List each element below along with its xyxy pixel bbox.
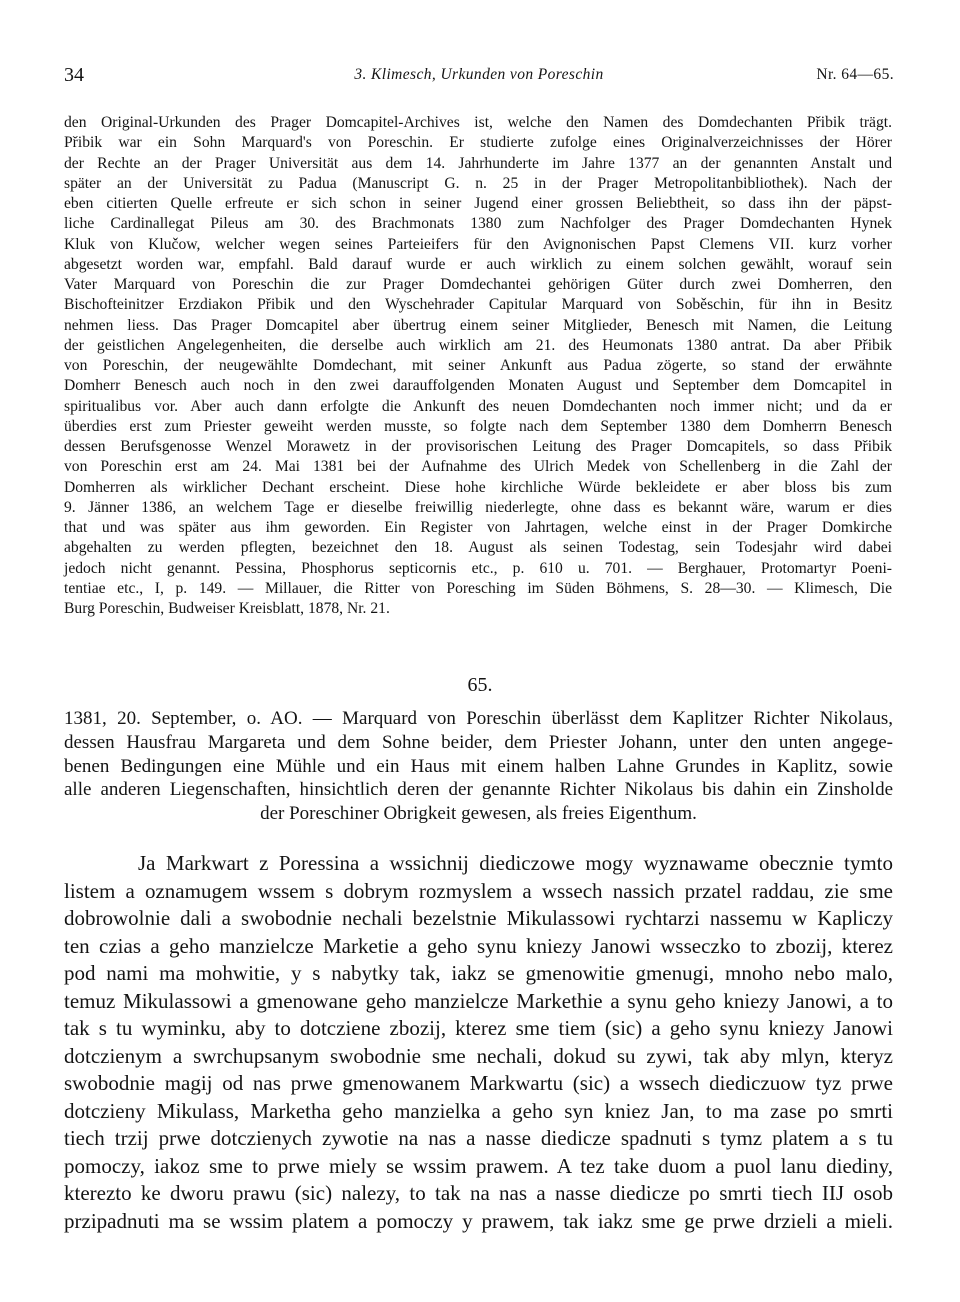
footnote-line: Vater Marquard von Poreschin die zur Prager Domdechantei gehörigen Güter durch zwei Domherren, den: [64, 276, 892, 293]
regest-line: benen Bedingungen eine Mühle und ein Haus mit einem halben Lahne Grundes in Kaplitz, sowie: [64, 755, 893, 777]
footnote-line: der Rechte an der Prager Universität aus dem 14. Jahrhunderte im Jahre 1377 an der genannten Anstalt und: [64, 154, 892, 172]
running-title: 3. Klimesch, Urkunden von Poreschin: [354, 66, 604, 83]
footnote-line: Kluk von Klučow, welcher wegen seines Parteieifers für den Avignonischen Papst Clemens VII. kurz vorher: [64, 235, 892, 253]
regest-line: dessen Hausfrau Margareta und dem Sohne beider, dem Priester Johann, unter den unten angege-: [64, 731, 893, 753]
charter-line: kterezto ke dworu prawu (sic) nalezy, to tak na nas a nasse diedicze po smrti tiech IIJ osob: [64, 1181, 893, 1205]
footnote-line: der geistlichen Angelegenheiten, die derselbe auch wirklich am 21. des Heumonats 1380 antrat. Da aber Přibik: [64, 336, 892, 354]
footnote-line: Přibik war ein Sohn Marquard's von Poreschin. Er studierte zufolge eines Originalverzeichnisses der Hörer: [64, 134, 892, 152]
regest-summary: [64, 707, 893, 826]
charter-text: [64, 850, 893, 1235]
charter-line: listem a oznamugem wssem s dobrym rozmyslem a wssech nassich przatel raddau, zie sme: [64, 878, 893, 903]
footnote-line: abgesetzt worden war, empfahl. Bald darauf wurde er auch wirklich zu einem solchen gewählt, worauf sein: [64, 255, 892, 273]
footnote-line: spiritualibus vor. Aber auch dann erfolgte die Ankunft des neuen Domdechanten noch immer nicht; und da er: [64, 397, 892, 415]
footnote-line: jedoch nicht genannt. Pessina, Phosphorus septicornis etc., p. 610 u. 701. — Berghauer, Protomartyr Poeni-: [64, 559, 892, 577]
footnote-line: nehmen liess. Das Prager Domcapitel aber übertrug einem seiner Mitglieder, Benesch mit Namen, die Leitung: [64, 316, 892, 334]
charter-line: swobodnie magij od nas prwe gmenowanem Markwartu (sic) a wssech diediczuow tyz prwe: [64, 1071, 893, 1095]
footnote-line: Bischofteinitzer Erzdiakon Přibik und den Wyschehrader Capitular Marquard von Soběschin, für ihn in Besitz: [64, 296, 892, 314]
charter-line: pod nami ma mohwitie, y s nabytky tak, iakz se gmenowitie gmenugi, mnoho nebo malo,: [64, 961, 893, 985]
charter-line: ten czias a geho manzielcze Marketie a geho synu kniezy Janowi wsseczko to zbozij, kterez: [64, 933, 893, 958]
footnote-line: that und was später aus ihm geworden. Ein Register von Jahrtagen, welche einst in der Prager Domkirche: [64, 519, 892, 536]
charter-line: dotczieny Mikulass, Marketha geho manzielka a geho syn kniez Jan, to ma zase po smrti: [64, 1098, 893, 1123]
footnote-line: eben citierten Quelle erfreute er sich schon in seiner Jugend einer grossen Beliebtheit, so dass ihn der päpst-: [64, 195, 892, 212]
page-header: [64, 64, 894, 86]
footnote-block: [64, 113, 892, 619]
page-number: 34: [64, 64, 84, 86]
footnote-line: den Original-Urkunden des Prager Domcapitel-Archives ist, welche den Namen des Domdechanten Přibik trägt.: [64, 114, 892, 131]
document-number-range: Nr. 64—65.: [816, 66, 894, 83]
regest-line: 1381, 20. September, o. AO. — Marquard von Poreschin überlässt dem Kaplitzer Richter Nikolaus,: [64, 708, 893, 729]
footnote-line: abgehalten zu werden pflegten, bezeichnet den 18. August als seinen Todestag, sein Todesjahr wird dabei: [64, 539, 892, 557]
charter-line: temuz Mikulassowi a gmenowane geho manzielcze Markethie a synu geho kniezy Janowi, a to: [64, 988, 893, 1013]
regest-line: der Poreschiner Obrigkeit gewesen, als freies Eigenthum.: [260, 803, 697, 825]
footnote-line: Domherren als wirklicher Dechant erscheint. Diese hohe kirchliche Würde bekleidete er aber bloss bis zum: [64, 478, 892, 496]
charter-line: dotczienym a swrchupsanym swobodnie sme nechali, dokud su zywi, tak aby mlyn, kteryz: [64, 1043, 893, 1068]
footnote-line: von Poreschin erst am 24. Mai 1381 bei der Aufnahme des Ulrich Medek von Schellenberg in die Zahl der: [64, 458, 892, 476]
charter-line: Ja Markwart z Poressina a wssichnij diediczowe mogy wyznawame obecznie tymto: [138, 851, 893, 875]
footnote-line: tentiae etc., I, p. 149. — Millauer, die Ritter von Poresching im Süden Böhmens, S. 28—30. — Klimesch, Die: [64, 579, 892, 597]
charter-line: dobrowolnie dali a swobodnie nechali bezelstnie Mikulassowi rychtarzi nassemu w Kapliczy: [64, 906, 893, 930]
regest-line: alle anderen Liegenschaften, hinsichtlich deren der genannte Richter Nikolaus bis dahin ein Zinsholde: [64, 779, 893, 801]
charter-line: przipadnuti ma se wssim platem a pomoczy y prawem, tak iakz sme ge prwe drzieli a mieli.: [64, 1208, 893, 1233]
footnote-line: dessen Berufsgenosse Wenzel Morawetz in der provisorischen Leitung des Prager Domcapitels, so dass Přibik: [64, 438, 892, 455]
footnote-line: von Poreschin, der neugewählte Domdechant, mit seiner Ankunft aus Padua zögerte, so stand der erwähnte: [64, 357, 892, 374]
footnote-line: Burg Poreschin, Budweiser Kreisblatt, 1878, Nr. 21.: [64, 600, 390, 617]
charter-line: tak s tu wyminku, aby to dotcziene zbozij, kterez sme tiem (sic) a geho synu kniezy Janowi: [64, 1016, 893, 1040]
footnote-line: Domherr Benesch auch noch in den zwei darauffolgenden Monaten August und September dem Domcapitel in: [64, 377, 892, 395]
footnote-line: 9. Jänner 1386, an welchem Tage er dieselbe freiwillig niederlegte, ohne dass es bekannt wäre, warum er dies: [64, 498, 892, 516]
footnote-line: später an der Universität zu Padua (Manuscript G. n. 25 in der Prager Metropolitanbibliothek). Nach der: [64, 174, 892, 192]
charter-line: tiech trzij prwe dotczienych zywotie na nas a nasse diedicze spadnuti s tymz platem a s tu: [64, 1126, 893, 1150]
section-number: 65.: [467, 674, 493, 696]
footnote-line: überdies erst zum Priester geweiht werden musste, so folgte nach dem September 1380 dem Domherrn Benesch: [64, 417, 892, 435]
charter-line: pomoczy, iakoz sme to prwe miely se wssim prawem. A tez take duom a puol lanu diediny,: [64, 1153, 893, 1178]
footnote-line: liche Cardinallegat Pileus am 30. des Brachmonats 1380 zum Nachfolger des Prager Domdechanten Hynek: [64, 215, 892, 233]
